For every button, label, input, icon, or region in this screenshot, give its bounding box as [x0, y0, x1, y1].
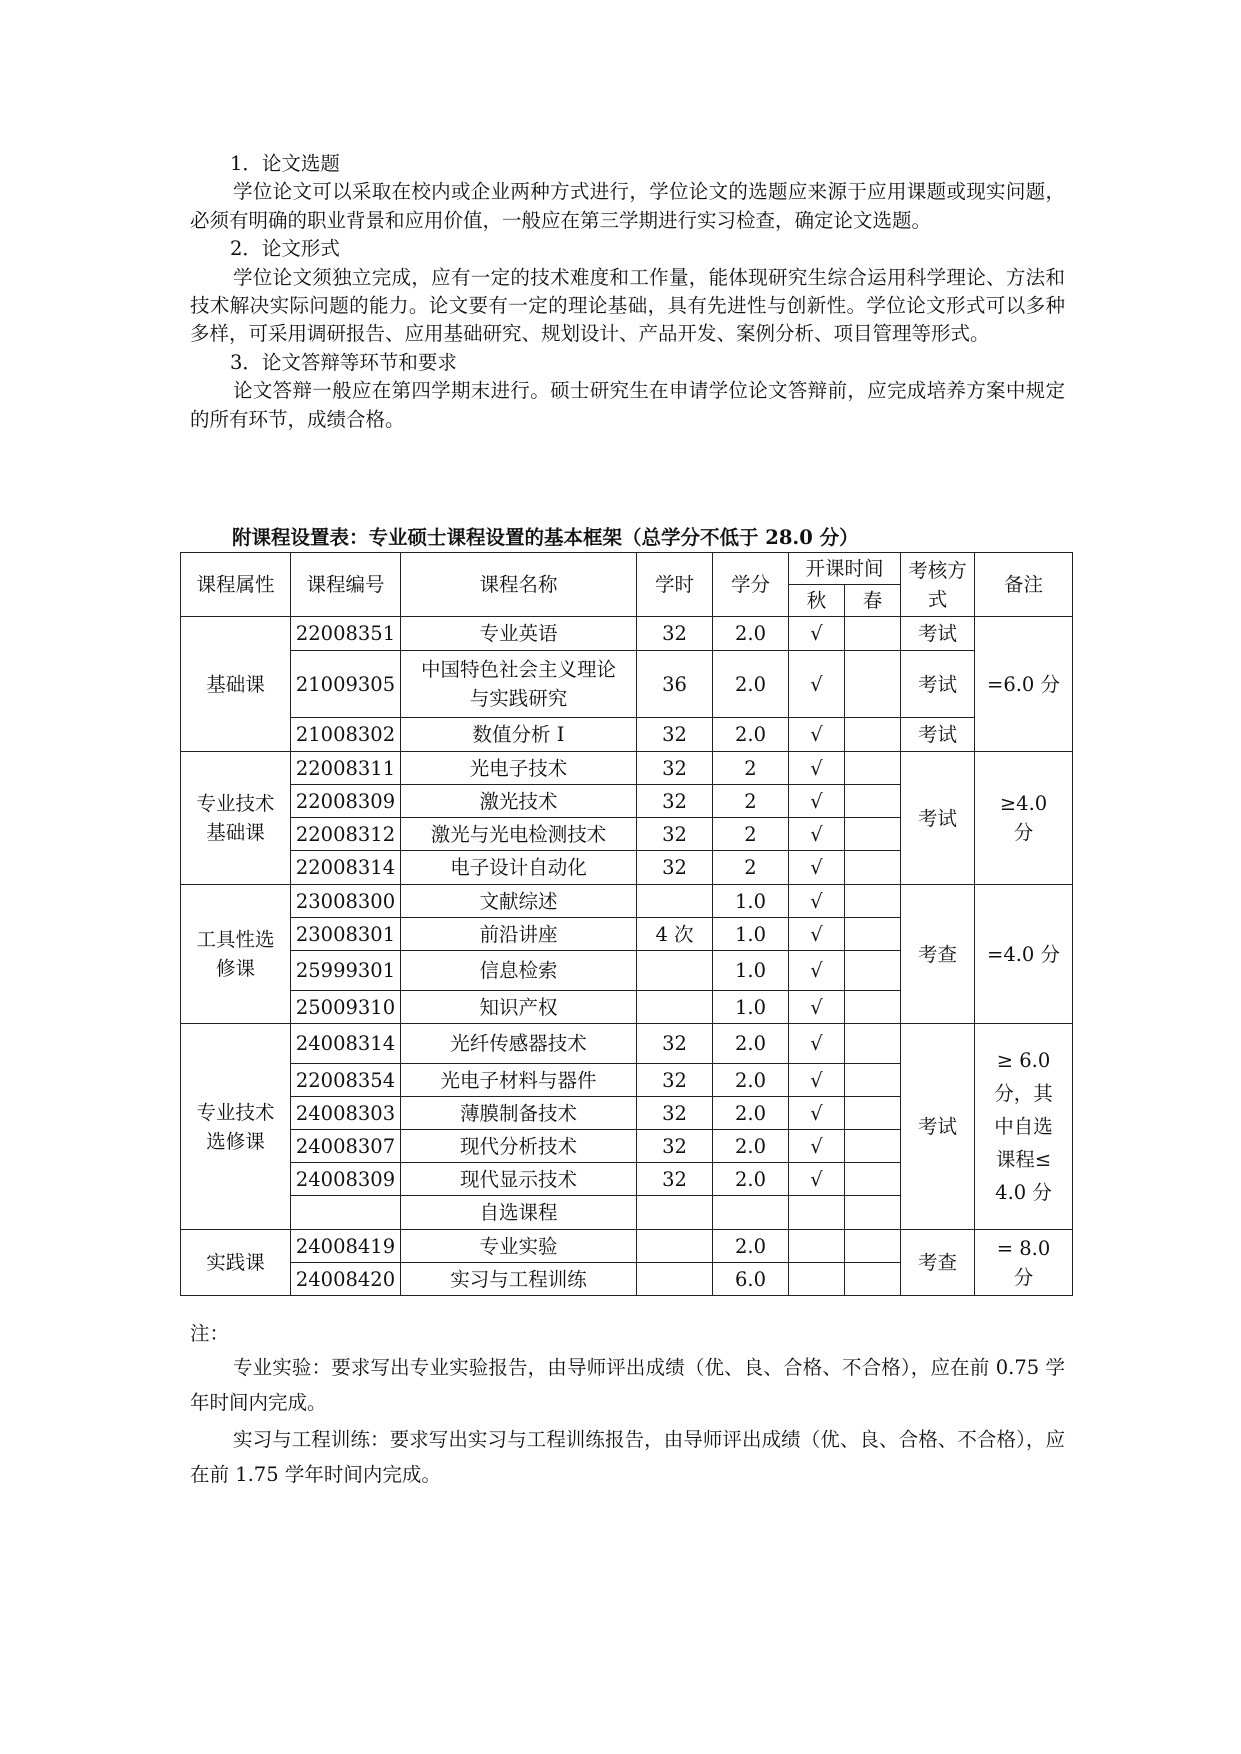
notes-label: 注：: [190, 1322, 230, 1345]
table-row: [181, 718, 1073, 752]
course-hours: 32: [637, 1097, 713, 1130]
course-exam: 考试: [901, 651, 975, 718]
course-name: 自选课程: [401, 1196, 637, 1230]
header-name: 课程名称: [401, 553, 637, 617]
header-time: 开课时间: [789, 553, 901, 585]
course-autumn: √: [789, 1064, 845, 1097]
course-credit: 2.0: [713, 1163, 789, 1196]
header-credit: 学分: [713, 553, 789, 617]
course-code: 24008419: [291, 1230, 401, 1263]
course-autumn: √: [789, 851, 845, 885]
course-name: 薄膜制备技术: [401, 1097, 637, 1130]
course-credit: 2.0: [713, 1024, 789, 1064]
group-practice-note: = 8.0 分: [975, 1230, 1073, 1296]
course-code: 22008309: [291, 785, 401, 818]
course-code: 22008314: [291, 851, 401, 885]
note-internship: 实习与工程训练：要求写出实习与工程训练报告，由导师评出成绩（优、良、合格、不合格），应在前 1.75 学年时间内完成。: [190, 1428, 1065, 1486]
course-name: 激光与光电检测技术: [401, 818, 637, 851]
header-spring: 春: [845, 585, 901, 617]
course-credit: 2.0: [713, 617, 789, 651]
course-spring: [845, 1130, 901, 1163]
note-experiment: 专业实验：要求写出专业实验报告，由导师评出成绩（优、良、合格、不合格），应在前 0.75 学年时间内完成。: [190, 1356, 1065, 1414]
course-hours: 32: [637, 785, 713, 818]
course-credit: 2.0: [713, 651, 789, 718]
course-name: 专业英语: [401, 617, 637, 651]
course-spring: [845, 1097, 901, 1130]
course-code: 21009305: [291, 651, 401, 718]
course-code: 25009310: [291, 991, 401, 1024]
course-credit: 2.0: [713, 1130, 789, 1163]
course-autumn: √: [789, 752, 845, 785]
group-basic-attr: 基础课: [181, 617, 291, 752]
thesis-requirements: [190, 150, 1065, 434]
section-1-body: 学位论文可以采取在校内或企业两种方式进行，学位论文的选题应来源于应用课题或现实问题，必须有明确的职业背景和应用价值，一般应在第三学期进行实习检查，确定论文选题。: [190, 180, 1065, 232]
course-autumn: [789, 1230, 845, 1263]
table-caption: 附课程设置表：专业硕士课程设置的基本框架（总学分不低于 28.0 分）: [232, 526, 859, 549]
course-name: 信息检索: [401, 951, 637, 991]
group-tech-basic-note: ≥4.0 分: [975, 752, 1073, 885]
course-credit: 1.0: [713, 885, 789, 918]
group-tech-elective-exam: 考试: [901, 1024, 975, 1230]
course-code: 22008354: [291, 1064, 401, 1097]
course-credit: 2: [713, 785, 789, 818]
course-spring: [845, 918, 901, 951]
course-spring: [845, 851, 901, 885]
course-autumn: [789, 1196, 845, 1230]
group-tool-note: =4.0 分: [975, 885, 1073, 1024]
course-spring: [845, 991, 901, 1024]
course-hours: [637, 1196, 713, 1230]
course-autumn: [789, 1263, 845, 1296]
course-name: 专业实验: [401, 1230, 637, 1263]
course-autumn: √: [789, 1130, 845, 1163]
course-credit: [713, 1196, 789, 1230]
course-code: 22008351: [291, 617, 401, 651]
group-tech-elective-note: ≥ 6.0 分，其中自选课程≤ 4.0 分: [975, 1024, 1073, 1230]
course-spring: [845, 818, 901, 851]
header-autumn: 秋: [789, 585, 845, 617]
course-hours: 32: [637, 851, 713, 885]
course-table: [180, 552, 1073, 1296]
course-name: 文献综述: [401, 885, 637, 918]
group-tech-elective-attr: 专业技术选修课: [181, 1024, 291, 1230]
course-spring: [845, 617, 901, 651]
course-autumn: √: [789, 785, 845, 818]
course-credit: 2.0: [713, 718, 789, 752]
course-hours: 32: [637, 752, 713, 785]
header-row: [181, 553, 1073, 585]
table-row: [181, 651, 1073, 718]
section-3-title: 3．论文答辩等环节和要求: [230, 350, 457, 374]
group-tool-exam: 考查: [901, 885, 975, 1024]
course-autumn: √: [789, 617, 845, 651]
group-tech-basic-exam: 考试: [901, 752, 975, 885]
course-autumn: √: [789, 1024, 845, 1064]
course-code: [291, 1196, 401, 1230]
course-exam: 考试: [901, 718, 975, 752]
course-code: 22008311: [291, 752, 401, 785]
course-autumn: √: [789, 818, 845, 851]
section-2-body: 学位论文须独立完成，应有一定的技术难度和工作量，能体现研究生综合运用科学理论、方法和技术解决实际问题的能力。论文要有一定的理论基础，具有先进性与创新性。学位论文形式可以多种多样，可采用调研报告、应用基础研究、规划设计、产品开发、案例分析、项目管理等形式。: [190, 265, 1065, 346]
course-spring: [845, 1163, 901, 1196]
course-spring: [845, 785, 901, 818]
course-credit: 2.0: [713, 1064, 789, 1097]
course-name: 实习与工程训练: [401, 1263, 637, 1296]
course-spring: [845, 1230, 901, 1263]
course-spring: [845, 718, 901, 752]
course-code: 21008302: [291, 718, 401, 752]
course-credit: 2.0: [713, 1230, 789, 1263]
course-spring: [845, 885, 901, 918]
course-exam: 考试: [901, 617, 975, 651]
course-code: 24008303: [291, 1097, 401, 1130]
course-credit: 2.0: [713, 1097, 789, 1130]
course-autumn: √: [789, 885, 845, 918]
course-hours: 36: [637, 651, 713, 718]
table-row: [181, 885, 1073, 918]
course-credit: 1.0: [713, 991, 789, 1024]
course-code: 22008312: [291, 818, 401, 851]
course-credit: 6.0: [713, 1263, 789, 1296]
course-credit: 2: [713, 752, 789, 785]
course-autumn: √: [789, 651, 845, 718]
header-exam: 考核方式: [901, 553, 975, 617]
course-hours: 32: [637, 1163, 713, 1196]
group-tech-basic-attr: 专业技术基础课: [181, 752, 291, 885]
course-spring: [845, 1263, 901, 1296]
course-credit: 2: [713, 851, 789, 885]
course-code: 23008300: [291, 885, 401, 918]
group-practice-exam: 考查: [901, 1230, 975, 1296]
table-row: [181, 752, 1073, 785]
course-name: 知识产权: [401, 991, 637, 1024]
notes: [190, 1350, 1065, 1492]
course-hours: 32: [637, 818, 713, 851]
course-autumn: √: [789, 1097, 845, 1130]
course-hours: 32: [637, 1064, 713, 1097]
course-hours: 32: [637, 617, 713, 651]
header-code: 课程编号: [291, 553, 401, 617]
course-hours: 32: [637, 1024, 713, 1064]
course-name: 前沿讲座: [401, 918, 637, 951]
table-row: [181, 1230, 1073, 1263]
course-spring: [845, 752, 901, 785]
course-spring: [845, 1024, 901, 1064]
course-hours: [637, 885, 713, 918]
course-credit: 1.0: [713, 918, 789, 951]
group-tool-attr: 工具性选修课: [181, 885, 291, 1024]
course-credit: 1.0: [713, 951, 789, 991]
table-row: [181, 617, 1073, 651]
section-1-title: 1．论文选题: [230, 152, 340, 175]
course-code: 23008301: [291, 918, 401, 951]
course-name: 电子设计自动化: [401, 851, 637, 885]
course-name: 现代分析技术: [401, 1130, 637, 1163]
course-spring: [845, 1064, 901, 1097]
course-hours: [637, 951, 713, 991]
table-row: [181, 1024, 1073, 1064]
header-note: 备注: [975, 553, 1073, 617]
group-basic-note: =6.0 分: [975, 617, 1073, 752]
course-code: 24008420: [291, 1263, 401, 1296]
section-2-title: 2．论文形式: [230, 237, 340, 261]
course-code: 25999301: [291, 951, 401, 991]
course-hours: 4 次: [637, 918, 713, 951]
group-practice-attr: 实践课: [181, 1230, 291, 1296]
course-autumn: √: [789, 918, 845, 951]
course-autumn: √: [789, 1163, 845, 1196]
course-hours: [637, 991, 713, 1024]
course-name: 中国特色社会主义理论与实践研究: [401, 651, 637, 718]
course-hours: 32: [637, 1130, 713, 1163]
course-name: 光电子材料与器件: [401, 1064, 637, 1097]
course-name: 现代显示技术: [401, 1163, 637, 1196]
course-code: 24008307: [291, 1130, 401, 1163]
header-hours: 学时: [637, 553, 713, 617]
course-spring: [845, 951, 901, 991]
course-hours: [637, 1230, 713, 1263]
course-credit: 2: [713, 818, 789, 851]
course-name: 光纤传感器技术: [401, 1024, 637, 1064]
course-autumn: √: [789, 951, 845, 991]
section-3-body: 论文答辩一般应在第四学期末进行。硕士研究生在申请学位论文答辩前，应完成培养方案中规定的所有环节，成绩合格。: [190, 379, 1065, 431]
course-autumn: √: [789, 718, 845, 752]
header-attr: 课程属性: [181, 553, 291, 617]
course-name: 数值分析 I: [401, 718, 637, 752]
course-spring: [845, 1196, 901, 1230]
course-hours: [637, 1263, 713, 1296]
course-name: 激光技术: [401, 785, 637, 818]
course-hours: 32: [637, 718, 713, 752]
course-code: 24008309: [291, 1163, 401, 1196]
course-name: 光电子技术: [401, 752, 637, 785]
course-code: 24008314: [291, 1024, 401, 1064]
course-spring: [845, 651, 901, 718]
course-autumn: √: [789, 991, 845, 1024]
